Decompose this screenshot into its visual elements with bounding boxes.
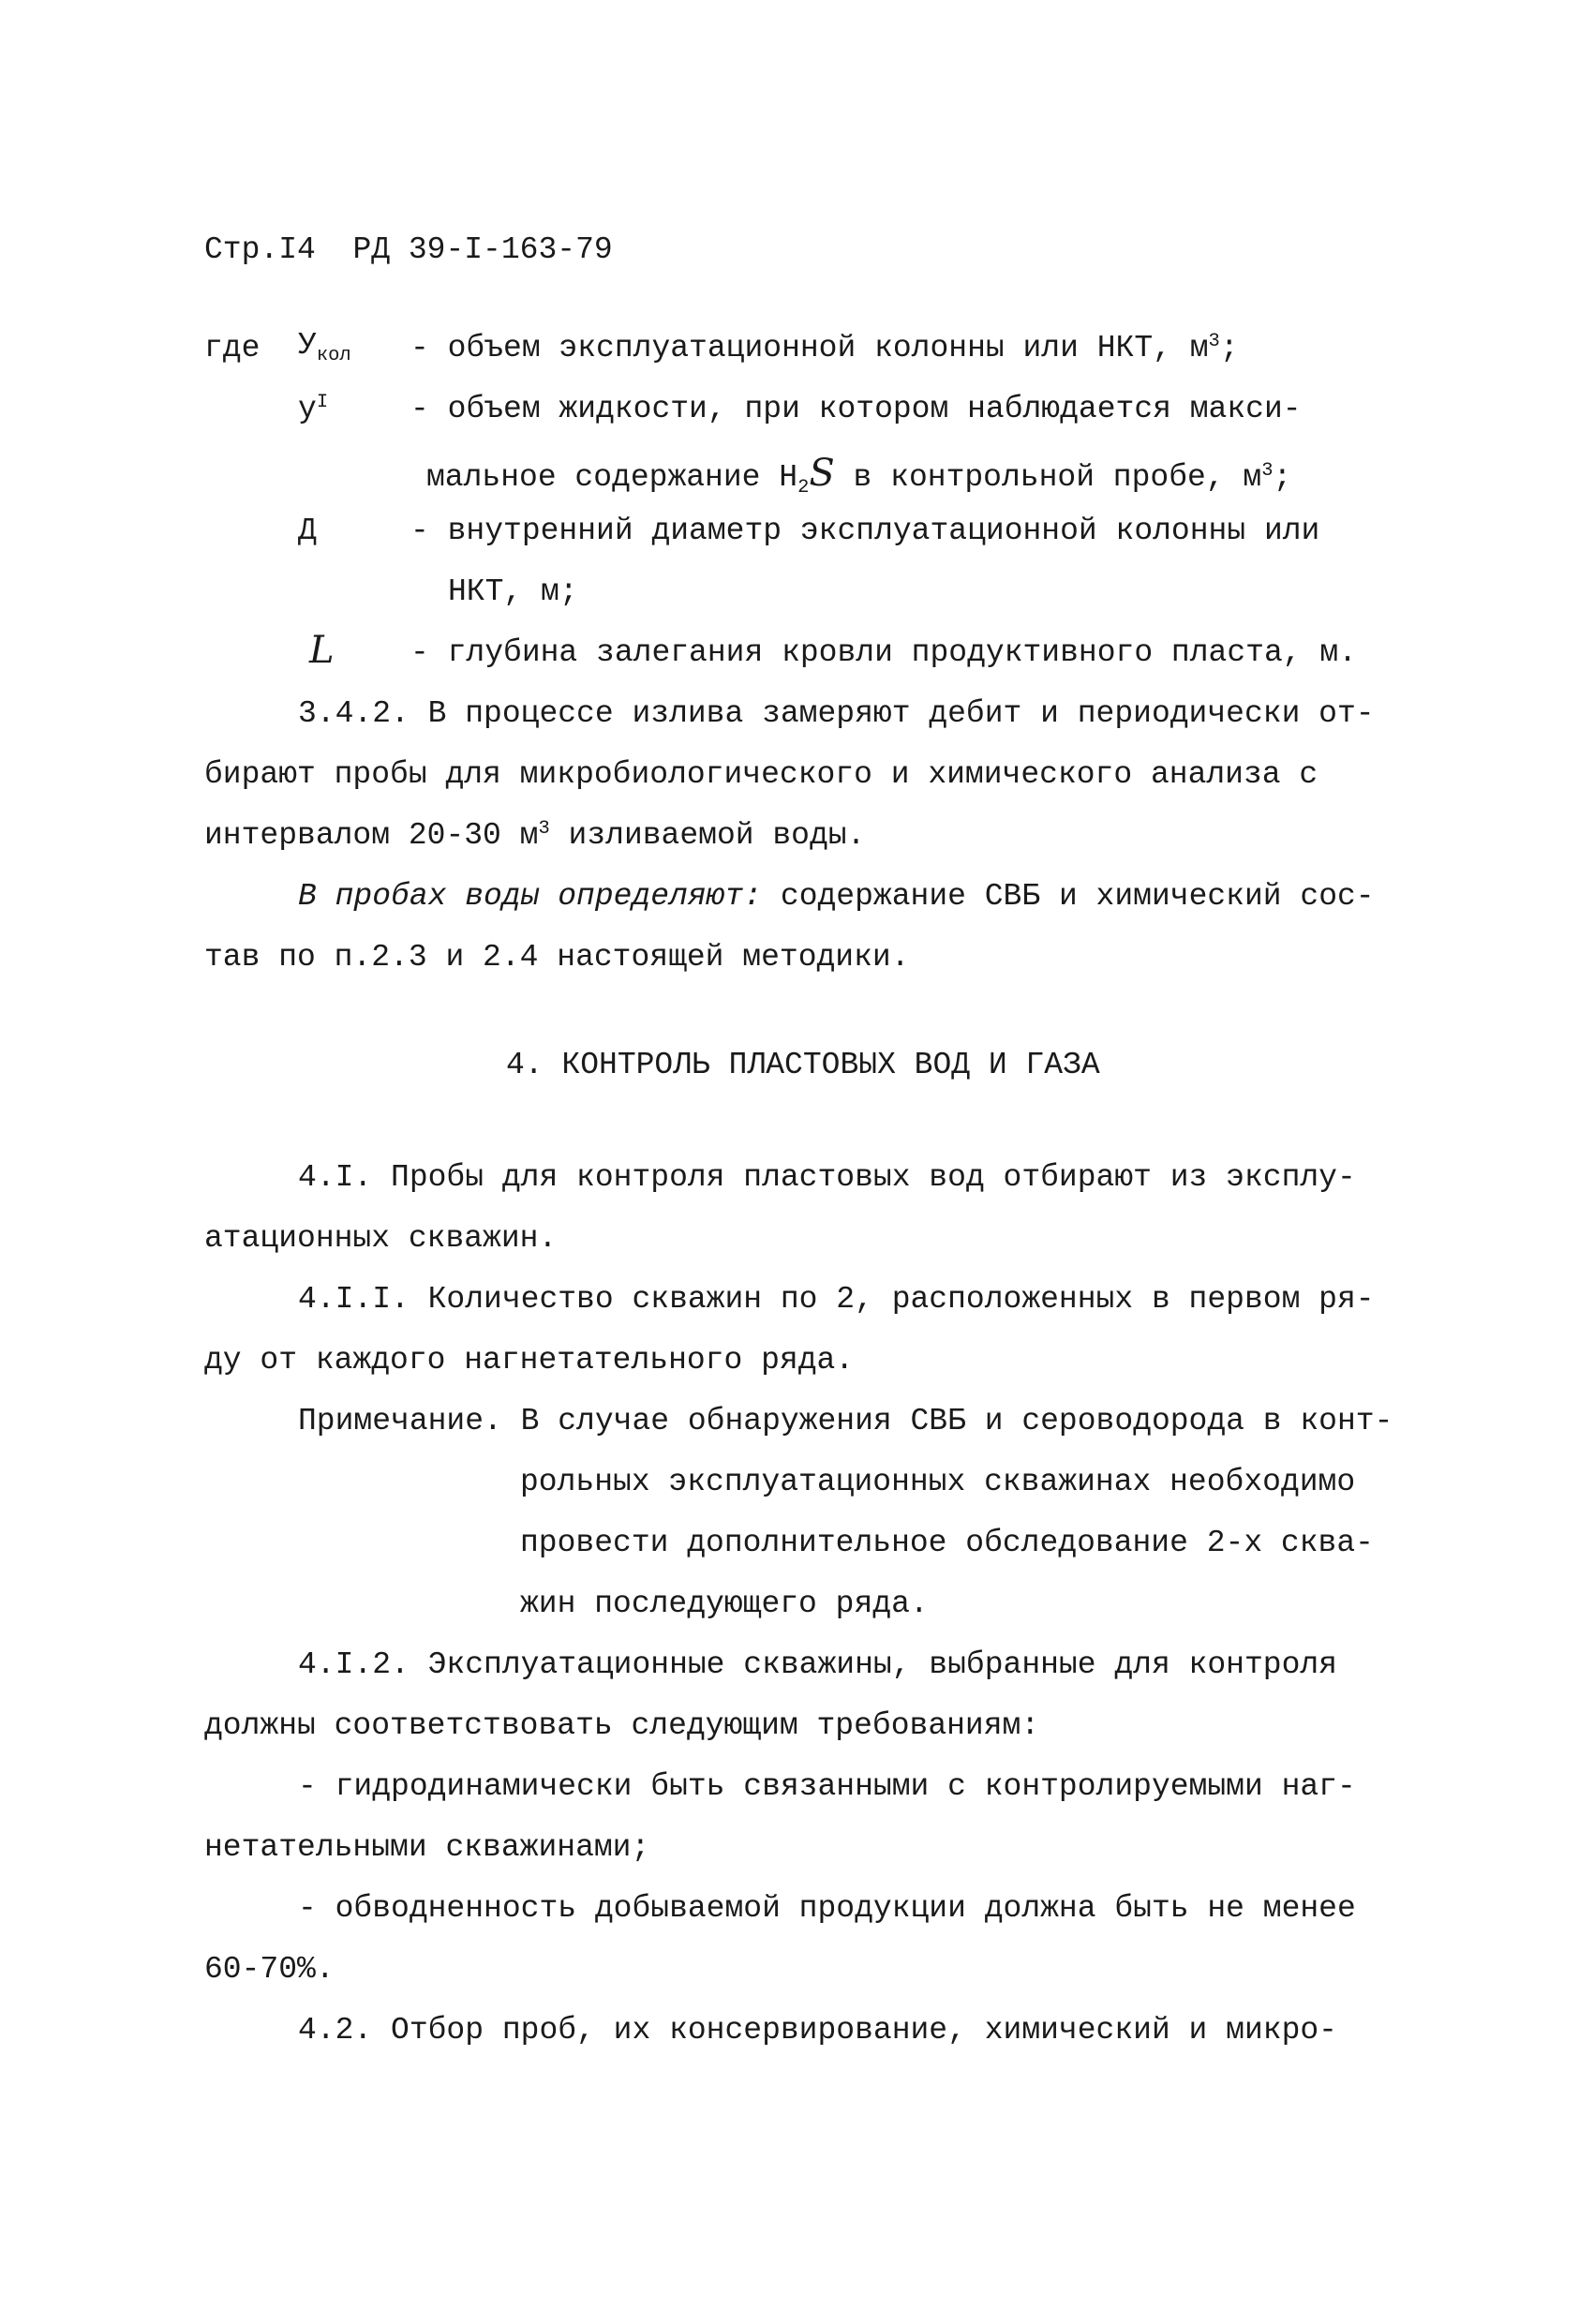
note-line3: провести дополнительное обследование 2-х сква- [520, 1526, 1374, 1560]
doc-code: РД 39-I-163-79 [352, 232, 613, 267]
def-v1-line2: мальное содержание $H_2S$ в контрольной пробе, $м^3$; [426, 452, 1292, 499]
p411-line1: 4.I.I. Количество скважин по 2, расположенных в первом ря- [298, 1282, 1375, 1317]
def-d-line2: НКТ, м; [448, 574, 578, 609]
p411-line2: ду от каждого нагнетательного ряда. [204, 1343, 855, 1378]
water-line2: тав по п.2.3 и 2.4 настоящей методики. [204, 940, 910, 975]
note-line2: рольных эксплуатационных скважинах необходимо [520, 1465, 1356, 1499]
p412-line3: - гидродинамически быть связанными с контролируемыми наг- [298, 1769, 1356, 1804]
p42-line1: 4.2. Отбор проб, их консервирование, химический и микро- [298, 2013, 1337, 2048]
p41-line2: атационных скважин. [204, 1221, 558, 1256]
page-number: Стр.I4 [204, 232, 316, 267]
water-line1: В пробах воды определяют: содержание СВБ и химический сос- [298, 879, 1375, 914]
symbol-v-kol: $У_{кол}$ [298, 328, 351, 367]
p342-line3: интервалом 20-30 $м^3$ изливаемой воды. [204, 817, 866, 853]
defs-intro: где [204, 331, 261, 365]
symbol-d: Д [298, 514, 317, 548]
def-v-kol-text: - объем эксплуатационной колонны или НКТ, $м^3$; [410, 330, 1239, 365]
section-4-title: 4. КОНТРОЛЬ ПЛАСТОВЫХ ВОД И ГАЗА [506, 1048, 1100, 1082]
def-v1-line1: - объем жидкости, при котором наблюдается макси- [410, 392, 1302, 426]
symbol-l: L [309, 629, 335, 672]
def-l-text: - глубина залегания кровли продуктивного пласта, м. [410, 635, 1357, 670]
symbol-v1: $у^I$ [298, 391, 329, 426]
p412-line5: - обводненность добываемой продукции должна быть не менее [298, 1891, 1356, 1926]
p342-line1: 3.4.2. В процессе излива замеряют дебит и периодически от- [298, 696, 1375, 731]
p41-line1: 4.I. Пробы для контроля пластовых вод отбирают из эксплу- [298, 1160, 1356, 1195]
p412-line1: 4.I.2. Эксплуатационные скважины, выбранные для контроля [298, 1647, 1337, 1682]
p412-line6: 60-70%. [204, 1952, 335, 1987]
note-line4: жин последующего ряда. [520, 1587, 929, 1621]
p412-line4: нетательными скважинами; [204, 1830, 650, 1865]
p412-line2: должны соответствовать следующим требованиям: [204, 1708, 1040, 1743]
h2s-symbol: S [809, 452, 835, 495]
p342-line2: бирают пробы для микробиологического и химического анализа с [204, 757, 1318, 792]
def-d-line1: - внутренний диаметр эксплуатационной колонны или [410, 514, 1320, 548]
page-header [204, 234, 613, 265]
note-line1: Примечание. В случае обнаружения СВБ и сероводорода в конт- [298, 1404, 1393, 1438]
